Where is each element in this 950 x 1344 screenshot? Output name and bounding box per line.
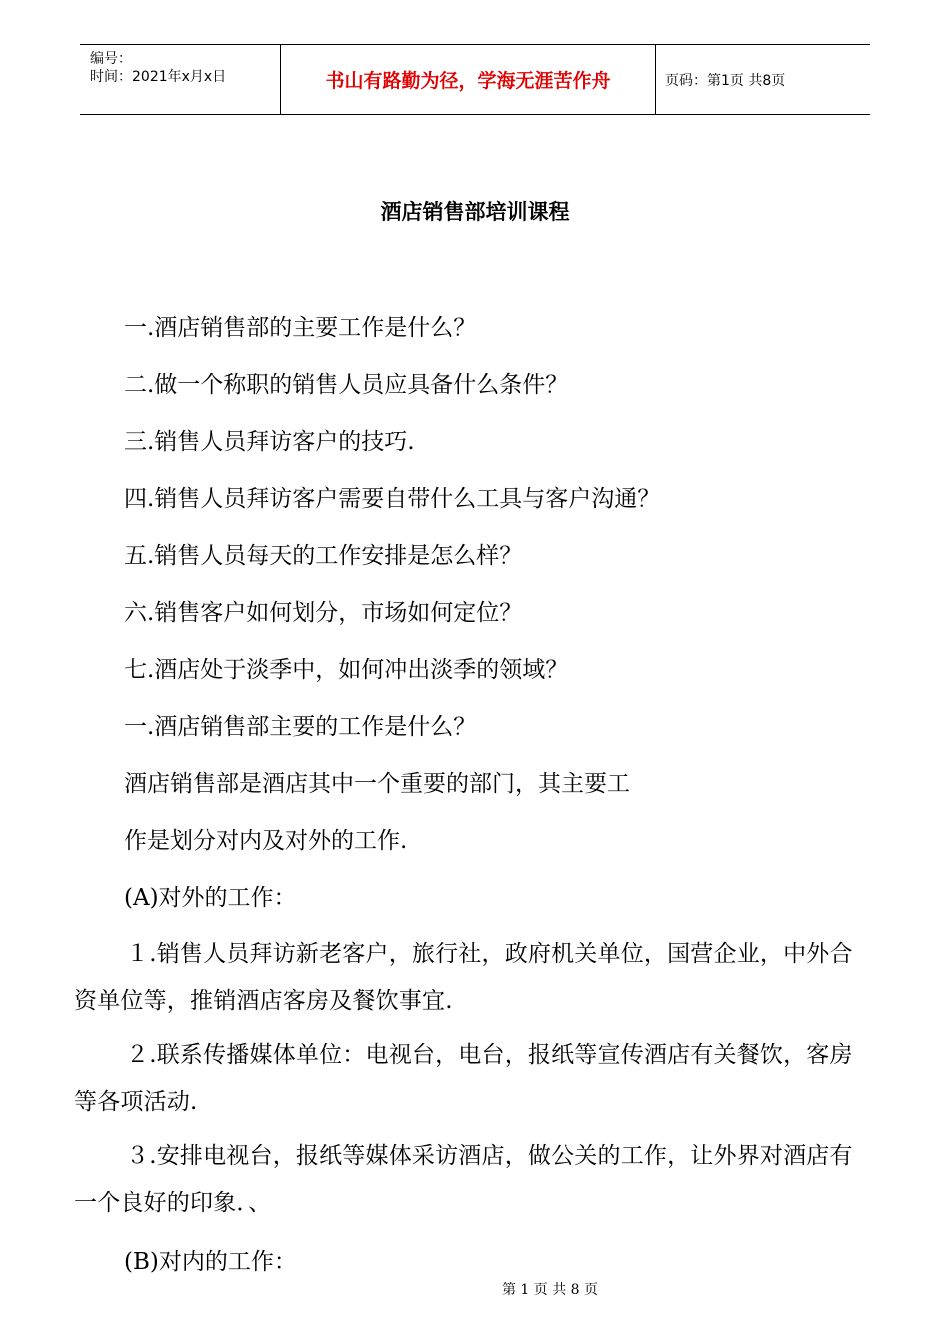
- external-item-2: ２.联系传播媒体单位：电视台，电台，报纸等宣传酒店有关餐饮，客房等各项活动.: [74, 1042, 853, 1115]
- section-heading: 一.酒店销售部主要的工作是什么？: [124, 714, 477, 740]
- question-7: 七.酒店处于淡季中，如何冲出淡季的领域？: [124, 657, 569, 683]
- external-item-3: ３.安排电视台，报纸等媒体采访酒店，做公关的工作，让外界对酒店有一个良好的印象．、: [74, 1143, 853, 1216]
- page-footer: 第 1 页 共 8 页: [501, 1282, 599, 1298]
- external-heading: (A)对外的工作：: [124, 885, 297, 911]
- time-label: 时间：2021年x月x日: [90, 69, 227, 85]
- question-3: 三.销售人员拜访客户的技巧.: [124, 429, 415, 455]
- page-header: [80, 44, 870, 115]
- code-label: 编号：: [90, 51, 132, 67]
- question-2: 二.做一个称职的销售人员应具备什么条件？: [124, 372, 569, 398]
- question-1: 一.酒店销售部的主要工作是什么？: [124, 315, 477, 341]
- intro-line-1: 酒店销售部是酒店其中一个重要的部门，其主要工: [124, 771, 630, 797]
- intro-line-2: 作是划分对内及对外的工作.: [124, 828, 408, 854]
- header-meta: [80, 45, 281, 114]
- document-title: 酒店销售部培训课程: [380, 200, 570, 224]
- header-motto: 书山有路勤为径，学海无涯苦作舟: [281, 45, 656, 114]
- external-item-1: １.销售人员拜访新老客户，旅行社，政府机关单位，国营企业，中外合资单位等，推销酒店客房及餐饮事宜.: [74, 941, 853, 1014]
- header-page-info: 页码：第1页 共8页: [665, 72, 786, 89]
- question-4: 四.销售人员拜访客户需要自带什么工具与客户沟通？: [124, 486, 661, 512]
- question-6: 六.销售客户如何划分，市场如何定位？: [124, 600, 523, 626]
- question-5: 五.销售人员每天的工作安排是怎么样？: [124, 543, 523, 569]
- document-body: [74, 300, 870, 1291]
- internal-heading: (B)对内的工作：: [124, 1249, 297, 1275]
